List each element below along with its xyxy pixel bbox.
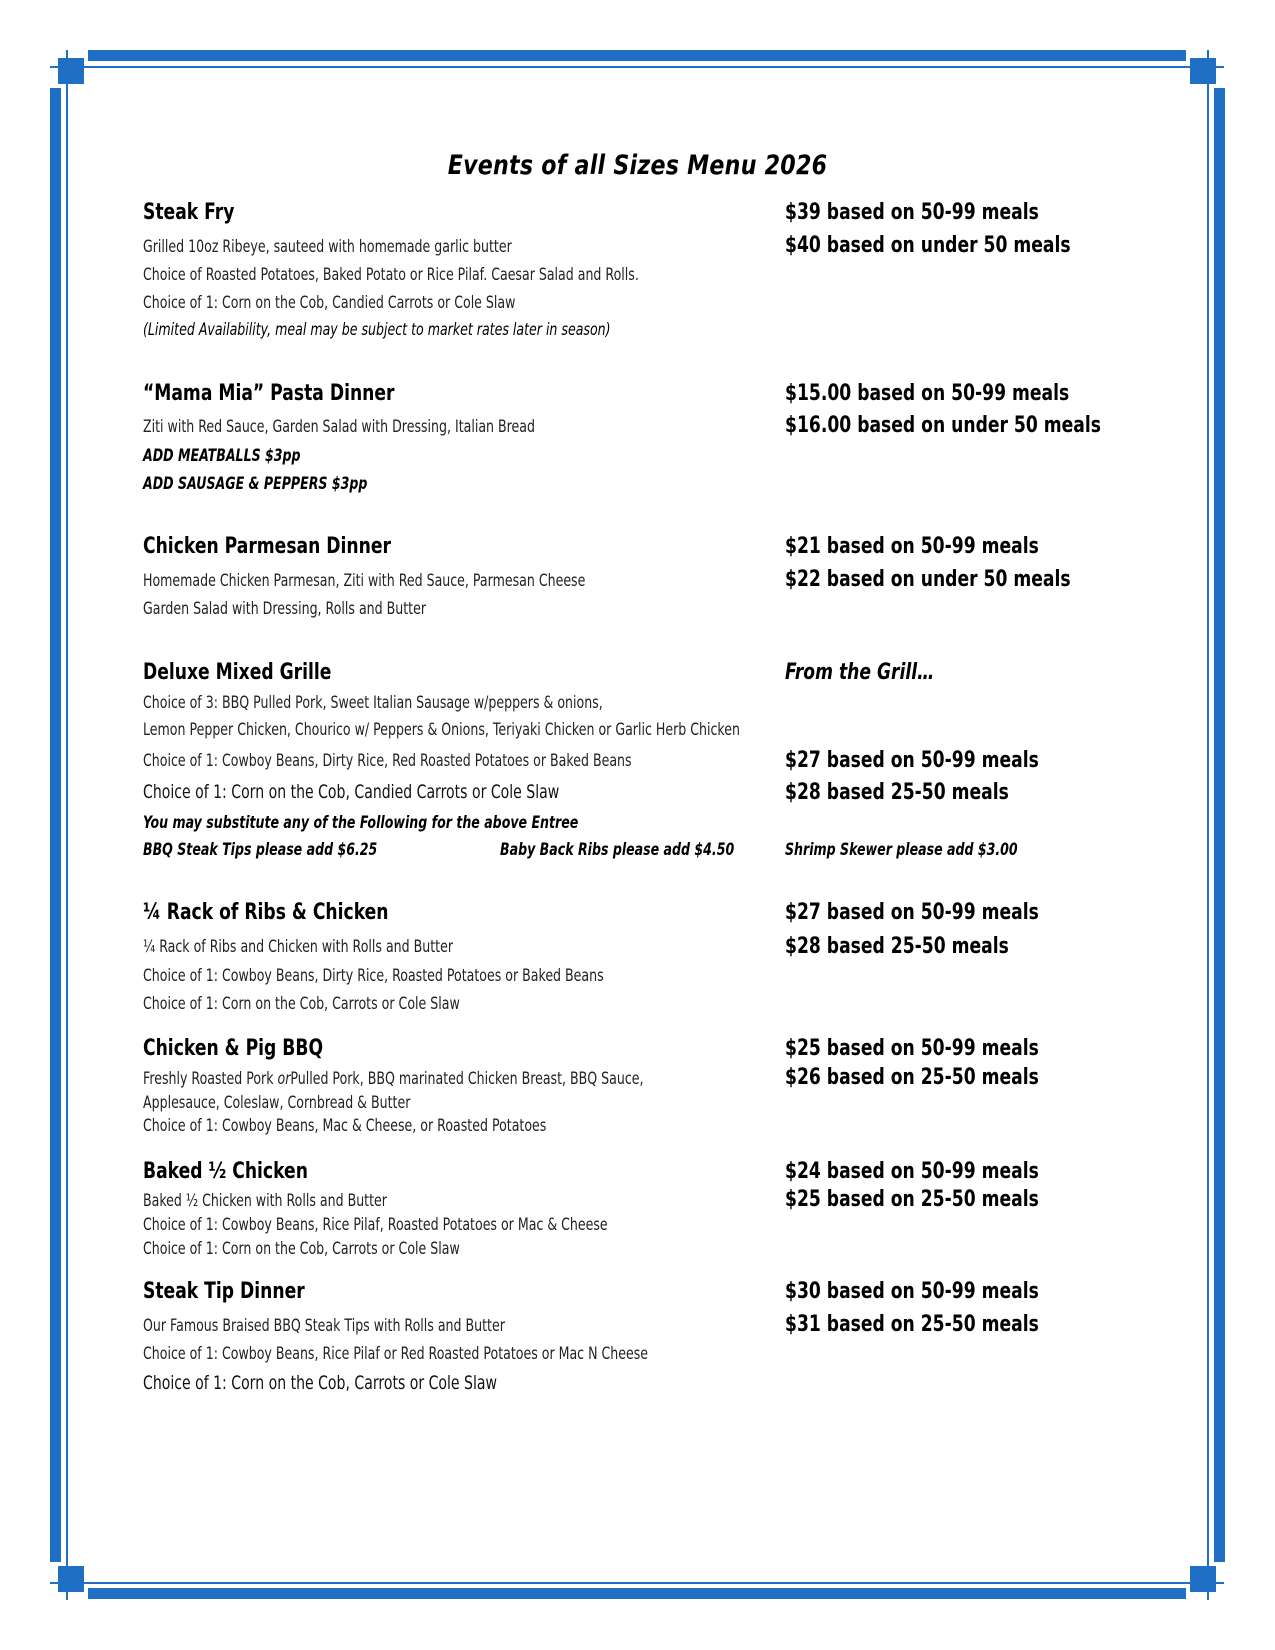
frame-corner-bottom-right	[1190, 1566, 1216, 1592]
steak-tip-line-1: Our Famous Braised BBQ Steak Tips with Rolls and Butter	[143, 1316, 505, 1336]
steak-fry-heading: Steak Fry	[143, 200, 235, 225]
deluxe-grille-grill-label: From the Grill…	[785, 660, 935, 685]
deluxe-grille-line-2: Lemon Pepper Chicken, Chourico w/ Peppers & Onions, Teriyaki Chicken or Garlic Herb Chicken	[143, 720, 740, 740]
steak-tip-price-2: $31 based on 25-50 meals	[785, 1312, 1039, 1337]
deluxe-grille-price-2: $28 based 25-50 meals	[785, 780, 1009, 805]
ribs-chicken-heading: ¼ Rack of Ribs & Chicken	[143, 900, 389, 925]
deluxe-grille-sub-steak-tips: BBQ Steak Tips please add $6.25	[143, 840, 378, 860]
chicken-pig-line-3: Choice of 1: Cowboy Beans, Mac & Cheese, or Roasted Potatoes	[143, 1116, 547, 1136]
page-title: Events of all Sizes Menu 2026	[447, 150, 828, 181]
chicken-pig-line-2: Applesauce, Coleslaw, Cornbread & Butter	[143, 1093, 411, 1113]
frame-line-bottom	[50, 1582, 1224, 1584]
deluxe-grille-heading: Deluxe Mixed Grille	[143, 660, 332, 685]
mama-mia-add-sausage: ADD SAUSAGE & PEPPERS $3pp	[143, 474, 368, 494]
steak-fry-price-1: $39 based on 50-99 meals	[785, 200, 1039, 225]
frame-corner-top-left	[58, 58, 84, 84]
frame-line-left	[66, 50, 68, 1600]
chicken-pig-price-1: $25 based on 50-99 meals	[785, 1036, 1039, 1061]
deluxe-grille-line-1: Choice of 3: BBQ Pulled Pork, Sweet Italian Sausage w/peppers & onions,	[143, 693, 603, 713]
chicken-pig-line-1-end: Pulled Pork, BBQ marinated Chicken Breast, BBQ Sauce,	[290, 1069, 644, 1089]
steak-tip-line-3: Choice of 1: Corn on the Cob, Carrots or Cole Slaw	[143, 1372, 497, 1394]
baked-chicken-price-2: $25 based on 25-50 meals	[785, 1187, 1039, 1212]
chicken-parm-price-1: $21 based on 50-99 meals	[785, 534, 1039, 559]
deluxe-grille-line-4: Choice of 1: Corn on the Cob, Candied Carrots or Cole Slaw	[143, 781, 560, 803]
ribs-chicken-line-2: Choice of 1: Cowboy Beans, Dirty Rice, Roasted Potatoes or Baked Beans	[143, 966, 604, 986]
steak-fry-line-1: Grilled 10oz Ribeye, sauteed with homemade garlic butter	[143, 237, 512, 257]
chicken-parm-line-2: Garden Salad with Dressing, Rolls and Butter	[143, 599, 427, 619]
steak-fry-price-2: $40 based on under 50 meals	[785, 233, 1071, 258]
mama-mia-price-2: $16.00 based on under 50 meals	[785, 413, 1101, 438]
chicken-pig-line-1-start: Freshly Roasted Pork	[143, 1069, 278, 1089]
frame-bar-bottom	[88, 1588, 1186, 1599]
chicken-pig-line-1-or: or	[277, 1069, 291, 1089]
frame-bar-left	[50, 88, 61, 1562]
deluxe-grille-sub-baby-back-ribs: Baby Back Ribs please add $4.50	[500, 840, 735, 860]
deluxe-grille-sub-note: You may substitute any of the Following for the above Entree	[143, 813, 579, 833]
baked-chicken-line-1: Baked ½ Chicken with Rolls and Butter	[143, 1191, 387, 1211]
steak-tip-price-1: $30 based on 50-99 meals	[785, 1279, 1039, 1304]
frame-bar-top	[88, 50, 1186, 61]
chicken-parm-price-2: $22 based on under 50 meals	[785, 567, 1071, 592]
chicken-pig-line-1	[143, 1069, 644, 1089]
steak-fry-line-3: Choice of 1: Corn on the Cob, Candied Carrots or Cole Slaw	[143, 293, 516, 313]
baked-chicken-line-3: Choice of 1: Corn on the Cob, Carrots or Cole Slaw	[143, 1239, 460, 1259]
chicken-pig-price-2: $26 based on 25-50 meals	[785, 1065, 1039, 1090]
frame-line-right	[1207, 50, 1209, 1600]
mama-mia-add-meatballs: ADD MEATBALLS $3pp	[143, 446, 301, 466]
frame-bar-right	[1214, 88, 1225, 1562]
ribs-chicken-price-2: $28 based 25-50 meals	[785, 934, 1009, 959]
steak-tip-line-2: Choice of 1: Cowboy Beans, Rice Pilaf or Red Roasted Potatoes or Mac N Cheese	[143, 1344, 649, 1364]
deluxe-grille-sub-shrimp-skewer: Shrimp Skewer please add $3.00	[785, 840, 1018, 860]
mama-mia-line-1: Ziti with Red Sauce, Garden Salad with Dressing, Italian Bread	[143, 417, 535, 437]
chicken-parm-heading: Chicken Parmesan Dinner	[143, 534, 391, 559]
chicken-parm-line-1: Homemade Chicken Parmesan, Ziti with Red Sauce, Parmesan Cheese	[143, 571, 586, 591]
frame-corner-bottom-left	[58, 1566, 84, 1592]
steak-fry-line-2: Choice of Roasted Potatoes, Baked Potato or Rice Pilaf. Caesar Salad and Rolls.	[143, 265, 639, 285]
baked-chicken-price-1: $24 based on 50-99 meals	[785, 1159, 1039, 1184]
chicken-pig-heading: Chicken & Pig BBQ	[143, 1036, 324, 1061]
frame-corner-top-right	[1190, 58, 1216, 84]
steak-fry-note: (Limited Availability, meal may be subject to market rates later in season)	[143, 320, 611, 340]
mama-mia-heading: “Mama Mia” Pasta Dinner	[143, 381, 395, 406]
frame-line-top	[50, 66, 1224, 68]
deluxe-grille-price-1: $27 based on 50-99 meals	[785, 748, 1039, 773]
ribs-chicken-line-1: ¼ Rack of Ribs and Chicken with Rolls and Butter	[143, 937, 454, 957]
ribs-chicken-price-1: $27 based on 50-99 meals	[785, 900, 1039, 925]
deluxe-grille-line-3: Choice of 1: Cowboy Beans, Dirty Rice, Red Roasted Potatoes or Baked Beans	[143, 751, 632, 771]
baked-chicken-line-2: Choice of 1: Cowboy Beans, Rice Pilaf, Roasted Potatoes or Mac & Cheese	[143, 1215, 608, 1235]
baked-chicken-heading: Baked ½ Chicken	[143, 1159, 308, 1184]
ribs-chicken-line-3: Choice of 1: Corn on the Cob, Carrots or Cole Slaw	[143, 994, 460, 1014]
mama-mia-price-1: $15.00 based on 50-99 meals	[785, 381, 1070, 406]
steak-tip-heading: Steak Tip Dinner	[143, 1279, 305, 1304]
